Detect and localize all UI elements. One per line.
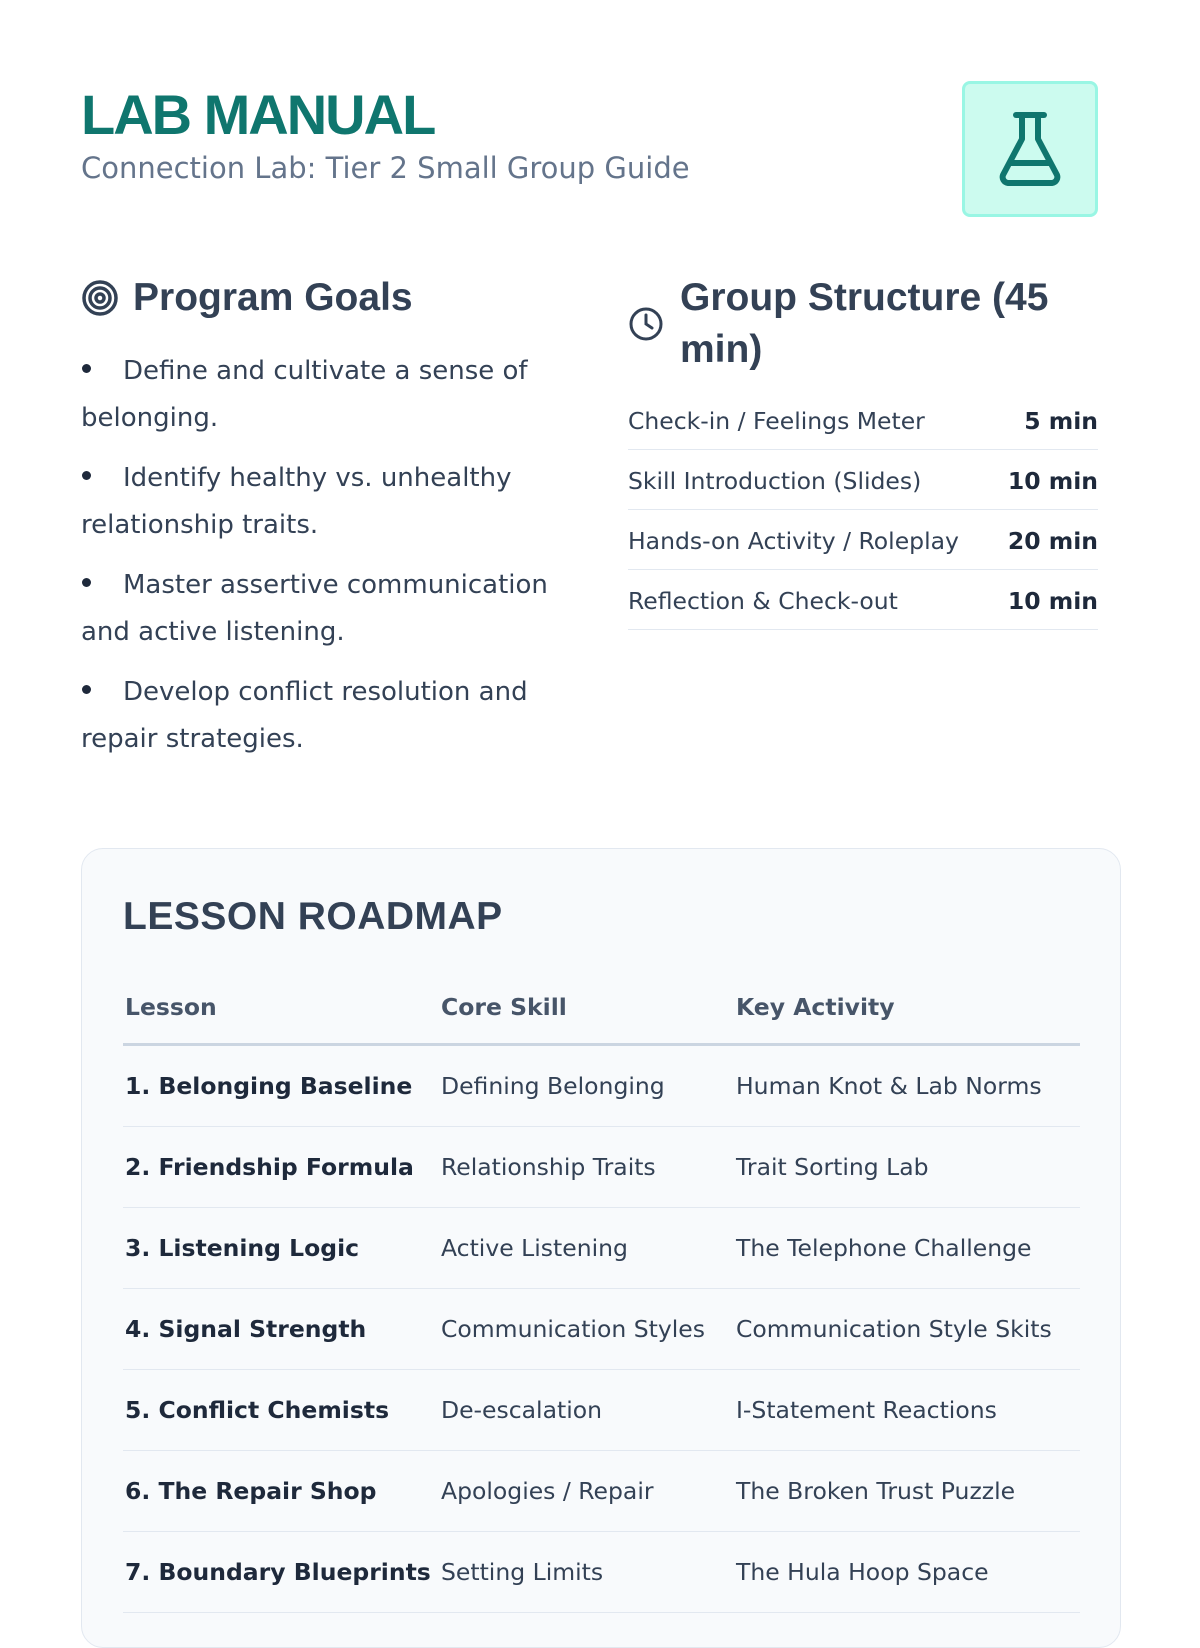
- lesson-cell: 4. Signal Strength: [123, 1289, 439, 1370]
- schedule-row: [628, 510, 1098, 570]
- schedule-duration: 10 min: [1007, 587, 1098, 615]
- core-skill-cell: De-escalation: [439, 1370, 734, 1451]
- table-row: [123, 1451, 1080, 1532]
- table-row: [123, 1127, 1080, 1208]
- logo-badge: [962, 81, 1098, 217]
- lesson-cell: 6. The Repair Shop: [123, 1451, 439, 1532]
- schedule-row: [628, 390, 1098, 450]
- table-row: [123, 1532, 1080, 1613]
- page-title: LAB MANUAL: [81, 83, 435, 146]
- column-header-lesson: Lesson: [123, 971, 439, 1045]
- core-skill-cell: Active Listening: [439, 1208, 734, 1289]
- bullet-icon: [82, 364, 91, 373]
- bullet-icon: [82, 471, 91, 480]
- table-row: [123, 1045, 1080, 1127]
- core-skill-cell: Apologies / Repair: [439, 1451, 734, 1532]
- program-goals-heading: Program Goals: [133, 276, 413, 319]
- key-activity-cell: Human Knot & Lab Norms: [734, 1045, 1080, 1127]
- schedule-activity: Reflection & Check-out: [628, 587, 898, 615]
- goal-item: Master assertive communication and active listening.: [81, 570, 548, 647]
- table-header-row: [123, 971, 1080, 1045]
- lesson-roadmap: [81, 848, 1121, 1648]
- lesson-cell: 5. Conflict Chemists: [123, 1370, 439, 1451]
- schedule-duration: 10 min: [1007, 467, 1098, 495]
- core-skill-cell: Setting Limits: [439, 1532, 734, 1613]
- schedule-activity: Skill Introduction (Slides): [628, 467, 922, 495]
- core-skill-cell: Communication Styles: [439, 1289, 734, 1370]
- key-activity-cell: Communication Style Skits: [734, 1289, 1080, 1370]
- key-activity-cell: The Telephone Challenge: [734, 1208, 1080, 1289]
- target-icon: [81, 279, 119, 317]
- schedule-activity: Check-in / Feelings Meter: [628, 407, 925, 435]
- lesson-cell: 7. Boundary Blueprints: [123, 1532, 439, 1613]
- table-row: [123, 1289, 1080, 1370]
- core-skill-cell: Relationship Traits: [439, 1127, 734, 1208]
- key-activity-cell: Trait Sorting Lab: [734, 1127, 1080, 1208]
- flask-icon: [998, 109, 1062, 189]
- lesson-cell: 3. Listening Logic: [123, 1208, 439, 1289]
- overview-section: [81, 272, 1098, 832]
- lesson-cell: 1. Belonging Baseline: [123, 1045, 439, 1127]
- schedule-list: [628, 390, 1098, 630]
- group-structure: [628, 272, 1098, 630]
- schedule-duration: 20 min: [1007, 527, 1098, 555]
- roadmap-heading: LESSON ROADMAP: [123, 895, 503, 938]
- goal-item: Define and cultivate a sense of belonging.: [81, 356, 528, 433]
- program-goals-header: [81, 272, 561, 324]
- key-activity-cell: I-Statement Reactions: [734, 1370, 1080, 1451]
- goals-list: [81, 348, 561, 763]
- table-row: [123, 1208, 1080, 1289]
- goal-item: Identify healthy vs. unhealthy relationship traits.: [81, 463, 512, 540]
- schedule-row: [628, 450, 1098, 510]
- schedule-activity: Hands-on Activity / Roleplay: [628, 527, 959, 555]
- column-header-key-activity: Key Activity: [734, 971, 1080, 1045]
- clock-icon: [628, 306, 664, 342]
- bullet-icon: [82, 578, 91, 587]
- header: [81, 80, 1098, 220]
- roadmap-table: [123, 971, 1080, 1613]
- goal-item: Develop conflict resolution and repair strategies.: [81, 677, 528, 754]
- bullet-icon: [82, 685, 91, 694]
- schedule-duration: 5 min: [1024, 407, 1098, 435]
- lesson-cell: 2. Friendship Formula: [123, 1127, 439, 1208]
- table-row: [123, 1370, 1080, 1451]
- schedule-row: [628, 570, 1098, 630]
- page-subtitle: Connection Lab: Tier 2 Small Group Guide: [81, 151, 690, 185]
- column-header-core-skill: Core Skill: [439, 971, 734, 1045]
- core-skill-cell: Defining Belonging: [439, 1045, 734, 1127]
- group-structure-heading: Group Structure (45 min): [680, 276, 1049, 371]
- program-goals: [81, 272, 561, 776]
- key-activity-cell: The Hula Hoop Space: [734, 1532, 1080, 1613]
- key-activity-cell: The Broken Trust Puzzle: [734, 1451, 1080, 1532]
- group-structure-header: [628, 272, 1098, 376]
